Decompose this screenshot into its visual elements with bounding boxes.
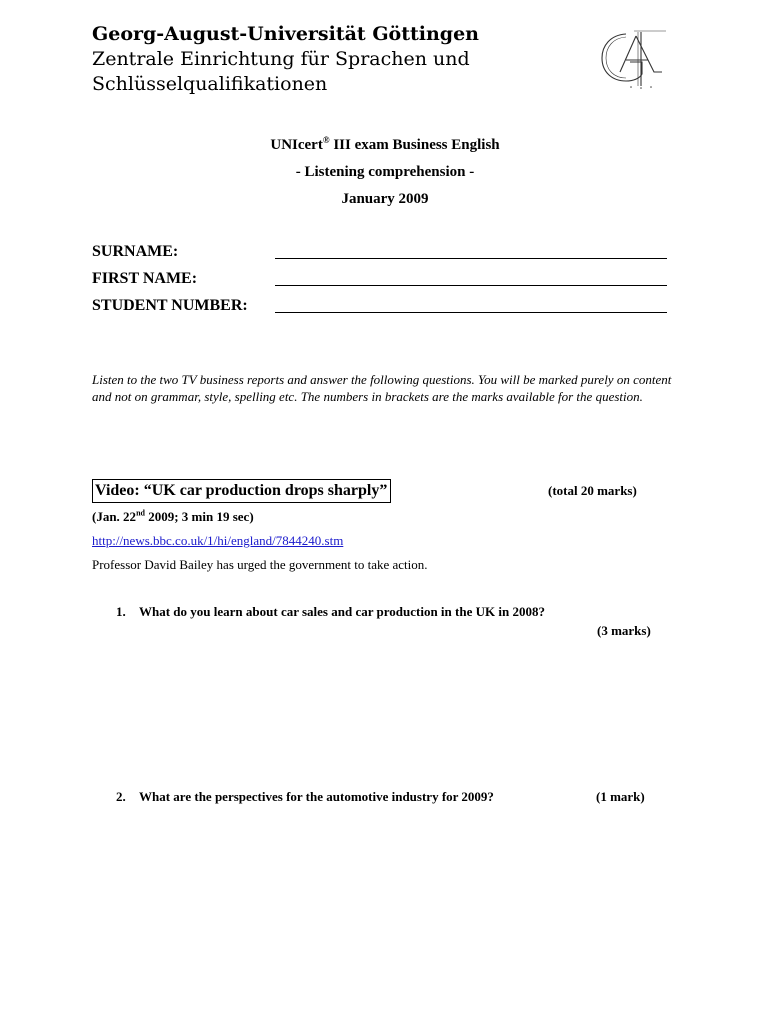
student-number-row: [92, 292, 692, 319]
surname-field[interactable]: [275, 258, 667, 259]
instructions: Listen to the two TV business reports and answer the following questions. You will be marked purely on content and not on grammar, style, spelling etc. The numbers in brackets are the marks available for the question.: [92, 372, 672, 404]
department-line-2: Schlüsselqualifikationen: [92, 73, 328, 95]
video-date: (Jan. 22nd 2009; 3 min 19 sec): [92, 508, 254, 524]
question-1-text: What do you learn about car sales and car production in the UK in 2008?: [139, 604, 545, 619]
question-2: [116, 788, 494, 806]
question-2-text: What are the perspectives for the automotive industry for 2009?: [139, 789, 494, 804]
video-total-marks: (total 20 marks): [548, 483, 637, 498]
surname-row: [92, 238, 692, 265]
university-name: Georg-August-Universität Göttingen: [92, 23, 479, 45]
first-name-row: [92, 265, 692, 292]
video-link[interactable]: http://news.bbc.co.uk/1/hi/england/7844240.stm: [92, 533, 344, 548]
question-2-marks: (1 mark): [596, 789, 645, 804]
student-number-label: STUDENT NUMBER:: [92, 297, 248, 314]
video-note: Professor David Bailey has urged the government to take action.: [92, 557, 428, 572]
student-fields: [92, 238, 692, 319]
department-line-1: Zentrale Einrichtung für Sprachen und: [92, 48, 470, 70]
student-number-field[interactable]: [275, 312, 667, 313]
first-name-label: FIRST NAME:: [92, 270, 198, 287]
video-title: Video: “UK car production drops sharply”: [92, 479, 391, 503]
question-1-marks: (3 marks): [597, 623, 651, 638]
university-logo: [596, 28, 672, 90]
first-name-field[interactable]: [275, 285, 667, 286]
question-1-number: 1.: [116, 604, 126, 619]
exam-title: UNIcert® III exam Business English: [270, 135, 500, 153]
exam-title-block: [0, 132, 770, 213]
question-1: [116, 603, 545, 621]
header: [92, 22, 592, 97]
question-2-number: 2.: [116, 789, 126, 804]
surname-label: SURNAME:: [92, 243, 179, 260]
exam-date: January 2009: [341, 191, 429, 207]
exam-subtitle: - Listening comprehension -: [295, 164, 475, 180]
